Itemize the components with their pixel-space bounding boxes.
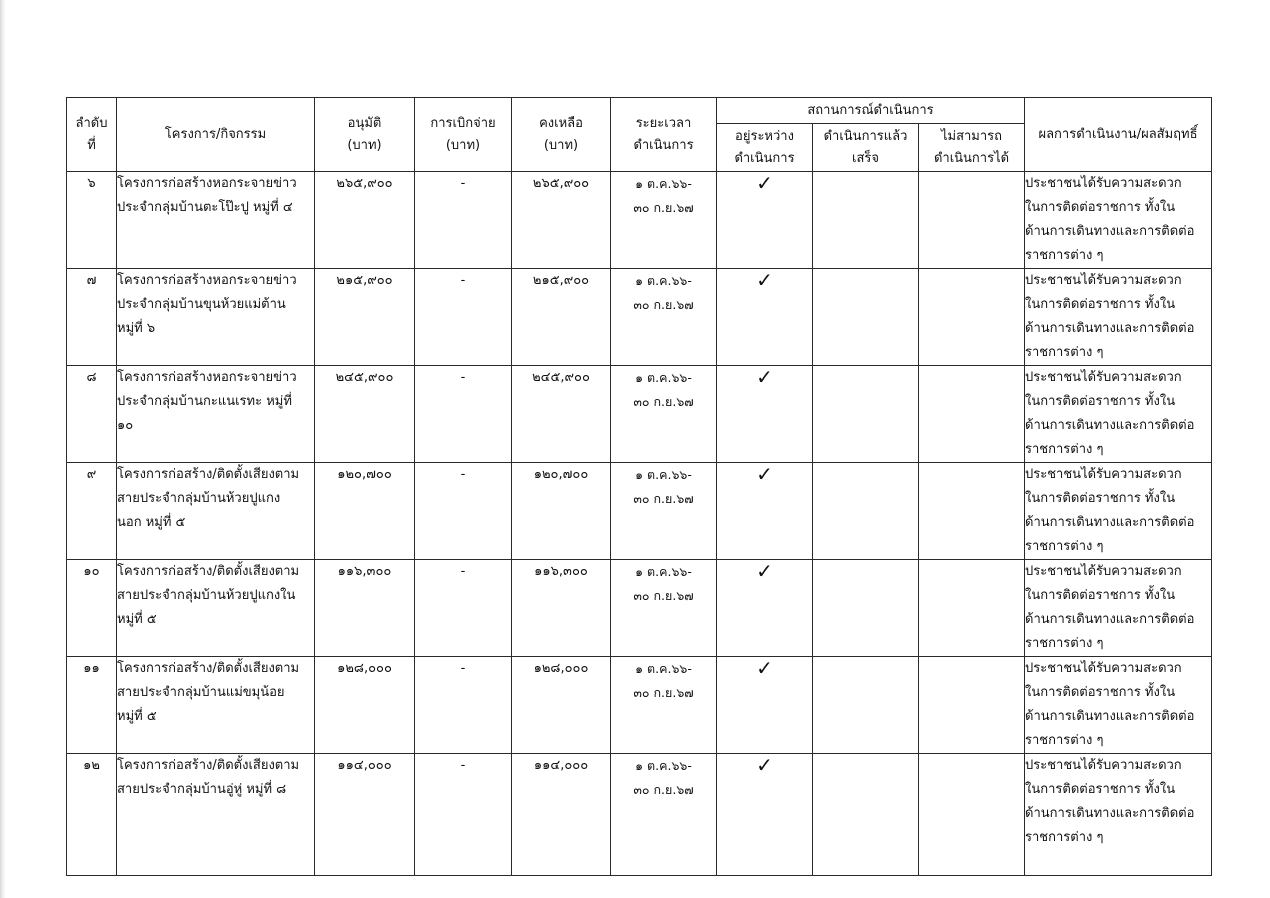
project-status-table <box>66 97 1212 876</box>
row-number: ๑๑ <box>67 657 117 754</box>
table-row <box>67 463 1212 560</box>
project-name <box>117 560 315 657</box>
checkmark-icon: ✓ <box>756 559 773 583</box>
cell-line: ๑๐ <box>117 418 134 433</box>
result-text <box>1025 269 1212 366</box>
project-name <box>117 754 315 876</box>
table-row <box>67 366 1212 463</box>
status-unable-cell <box>919 657 1025 754</box>
cell-line: ๑ ต.ค.๖๖- <box>635 564 692 579</box>
row-number: ๑๒ <box>67 754 117 876</box>
cell-line: ด้านการเดินทางและการติดต่อ <box>1025 612 1195 627</box>
row-number: ๑๐ <box>67 560 117 657</box>
checkmark-icon: ✓ <box>756 365 773 389</box>
period <box>611 754 717 876</box>
remaining-amount: ๑๒๐,๗๐๐ <box>512 463 611 560</box>
cell-line: ประชาชนได้รับความสะดวก <box>1025 370 1182 385</box>
cell-line: โครงการก่อสร้าง/ติดตั้งเสียงตาม <box>117 758 300 773</box>
cell-line: โครงการก่อสร้าง/ติดตั้งเสียงตาม <box>117 564 300 579</box>
cell-line: โครงการก่อสร้าง/ติดตั้งเสียงตาม <box>117 661 300 676</box>
status-done-cell <box>813 560 919 657</box>
result-text <box>1025 172 1212 269</box>
status-in-progress-cell <box>717 463 813 560</box>
project-name <box>117 269 315 366</box>
row-number: ๙ <box>67 463 117 560</box>
cell-line: ในการติดต่อราชการ ทั้งใน <box>1025 394 1176 409</box>
cell-line: ๓๐ ก.ย.๖๗ <box>633 491 694 506</box>
cell-line: ด้านการเดินทางและการติดต่อ <box>1025 321 1195 336</box>
cell-line: ด้านการเดินทางและการติดต่อ <box>1025 709 1195 724</box>
remaining-amount: ๒๑๕,๙๐๐ <box>512 269 611 366</box>
cell-line: ในการติดต่อราชการ ทั้งใน <box>1025 200 1176 215</box>
approved-amount: ๑๒๘,๐๐๐ <box>315 657 415 754</box>
cell-line: ๑ ต.ค.๖๖- <box>635 758 692 773</box>
approved-amount: ๒๑๕,๙๐๐ <box>315 269 415 366</box>
table-row <box>67 269 1212 366</box>
status-in-progress-cell <box>717 754 813 876</box>
header-status-group: สถานการณ์ดำเนินการ <box>717 98 1025 124</box>
cell-line: โครงการก่อสร้างหอกระจายข่าว <box>117 370 297 385</box>
approved-amount: ๒๔๕,๙๐๐ <box>315 366 415 463</box>
checkmark-icon: ✓ <box>756 462 773 486</box>
table-row <box>67 754 1212 876</box>
cell-line: ในการติดต่อราชการ ทั้งใน <box>1025 782 1176 797</box>
status-unable-cell <box>919 754 1025 876</box>
cell-line: ๓๐ ก.ย.๖๗ <box>633 394 694 409</box>
header-status-in-progress: อยู่ระหว่าง ดำเนินการ <box>717 124 813 172</box>
project-name <box>117 463 315 560</box>
cell-line: โครงการก่อสร้าง/ติดตั้งเสียงตาม <box>117 467 300 482</box>
cell-line: ในการติดต่อราชการ ทั้งใน <box>1025 588 1176 603</box>
result-text <box>1025 560 1212 657</box>
result-text <box>1025 463 1212 560</box>
remaining-amount: ๒๔๕,๙๐๐ <box>512 366 611 463</box>
disbursed-amount: - <box>415 754 512 876</box>
disbursed-amount: - <box>415 172 512 269</box>
header-status-done: ดำเนินการแล้ว เสร็จ <box>813 124 919 172</box>
status-in-progress-cell <box>717 366 813 463</box>
cell-line: ประชาชนได้รับความสะดวก <box>1025 564 1182 579</box>
cell-line: ราชการต่าง ๆ <box>1025 830 1104 845</box>
cell-line: ๓๐ ก.ย.๖๗ <box>633 200 694 215</box>
header-project: โครงการ/กิจกรรม <box>117 98 315 172</box>
project-name <box>117 657 315 754</box>
remaining-amount: ๑๒๘,๐๐๐ <box>512 657 611 754</box>
project-name <box>117 172 315 269</box>
disbursed-amount: - <box>415 463 512 560</box>
cell-line: ๑ ต.ค.๖๖- <box>635 273 692 288</box>
cell-line: ประชาชนได้รับความสะดวก <box>1025 758 1182 773</box>
disbursed-amount: - <box>415 269 512 366</box>
cell-line: หมู่ที่ ๕ <box>117 709 157 724</box>
cell-line: ราชการต่าง ๆ <box>1025 442 1104 457</box>
status-unable-cell <box>919 463 1025 560</box>
period <box>611 269 717 366</box>
status-unable-cell <box>919 560 1025 657</box>
cell-line: ๓๐ ก.ย.๖๗ <box>633 588 694 603</box>
cell-line: ประจำกลุ่มบ้านขุนห้วยแม่ต้าน <box>117 297 286 312</box>
approved-amount: ๒๖๕,๙๐๐ <box>315 172 415 269</box>
status-done-cell <box>813 172 919 269</box>
cell-line: โครงการก่อสร้างหอกระจายข่าว <box>117 176 297 191</box>
table-body <box>67 172 1212 876</box>
status-done-cell <box>813 366 919 463</box>
status-unable-cell <box>919 269 1025 366</box>
status-done-cell <box>813 463 919 560</box>
table-row <box>67 172 1212 269</box>
status-in-progress-cell <box>717 657 813 754</box>
header-status-unable: ไม่สามารถ ดำเนินการได้ <box>919 124 1025 172</box>
cell-line: ๓๐ ก.ย.๖๗ <box>633 782 694 797</box>
approved-amount: ๑๑๖,๓๐๐ <box>315 560 415 657</box>
cell-line: ๑ ต.ค.๖๖- <box>635 176 692 191</box>
project-name <box>117 366 315 463</box>
remaining-amount: ๒๖๕,๙๐๐ <box>512 172 611 269</box>
cell-line: ด้านการเดินทางและการติดต่อ <box>1025 515 1195 530</box>
row-number: ๗ <box>67 269 117 366</box>
status-in-progress-cell <box>717 269 813 366</box>
row-number: ๘ <box>67 366 117 463</box>
period <box>611 463 717 560</box>
result-text <box>1025 366 1212 463</box>
disbursed-amount: - <box>415 366 512 463</box>
header-result: ผลการดำเนินงาน/ผลสัมฤทธิ์ <box>1025 98 1212 172</box>
approved-amount: ๑๑๔,๐๐๐ <box>315 754 415 876</box>
cell-line: ๓๐ ก.ย.๖๗ <box>633 685 694 700</box>
header-no: ลำดับ ที่ <box>67 98 117 172</box>
cell-line: ๑ ต.ค.๖๖- <box>635 370 692 385</box>
cell-line: สายประจำกลุ่มบ้านห้วยปูแกงใน <box>117 588 296 603</box>
header-approved: อนุมัติ (บาท) <box>315 98 415 172</box>
cell-line: ราชการต่าง ๆ <box>1025 248 1104 263</box>
cell-line: ในการติดต่อราชการ ทั้งใน <box>1025 297 1176 312</box>
cell-line: นอก หมู่ที่ ๕ <box>117 515 186 530</box>
status-in-progress-cell <box>717 560 813 657</box>
result-text <box>1025 657 1212 754</box>
result-text <box>1025 754 1212 876</box>
disbursed-amount: - <box>415 657 512 754</box>
cell-line: โครงการก่อสร้างหอกระจายข่าว <box>117 273 297 288</box>
cell-line: ๓๐ ก.ย.๖๗ <box>633 297 694 312</box>
cell-line: ด้านการเดินทางและการติดต่อ <box>1025 224 1195 239</box>
status-in-progress-cell <box>717 172 813 269</box>
cell-line: ประจำกลุ่มบ้านตะโป๊ะปู หมู่ที่ ๔ <box>117 200 293 215</box>
status-done-cell <box>813 754 919 876</box>
cell-line: ประชาชนได้รับความสะดวก <box>1025 661 1182 676</box>
row-number: ๖ <box>67 172 117 269</box>
cell-line: สายประจำกลุ่มบ้านอู่หู่ หมู่ที่ ๘ <box>117 782 287 797</box>
checkmark-icon: ✓ <box>756 268 773 292</box>
checkmark-icon: ✓ <box>756 753 773 777</box>
cell-line: ราชการต่าง ๆ <box>1025 539 1104 554</box>
cell-line: ราชการต่าง ๆ <box>1025 636 1104 651</box>
checkmark-icon: ✓ <box>756 171 773 195</box>
table-header <box>67 98 1212 172</box>
status-done-cell <box>813 269 919 366</box>
status-unable-cell <box>919 366 1025 463</box>
cell-line: ในการติดต่อราชการ ทั้งใน <box>1025 491 1176 506</box>
table-row <box>67 560 1212 657</box>
cell-line: ราชการต่าง ๆ <box>1025 733 1104 748</box>
header-period: ระยะเวลา ดำเนินการ <box>611 98 717 172</box>
remaining-amount: ๑๑๔,๐๐๐ <box>512 754 611 876</box>
cell-line: ประชาชนได้รับความสะดวก <box>1025 273 1182 288</box>
cell-line: ราชการต่าง ๆ <box>1025 345 1104 360</box>
cell-line: ๑ ต.ค.๖๖- <box>635 661 692 676</box>
cell-line: ประชาชนได้รับความสะดวก <box>1025 176 1182 191</box>
period <box>611 366 717 463</box>
checkmark-icon: ✓ <box>756 656 773 680</box>
cell-line: ด้านการเดินทางและการติดต่อ <box>1025 806 1195 821</box>
cell-line: สายประจำกลุ่มบ้านแม่ขมุน้อย <box>117 685 285 700</box>
status-unable-cell <box>919 172 1025 269</box>
status-done-cell <box>813 657 919 754</box>
cell-line: ในการติดต่อราชการ ทั้งใน <box>1025 685 1176 700</box>
period <box>611 560 717 657</box>
cell-line: ๑ ต.ค.๖๖- <box>635 467 692 482</box>
table-row <box>67 657 1212 754</box>
header-disbursed: การเบิกจ่าย (บาท) <box>415 98 512 172</box>
cell-line: หมู่ที่ ๕ <box>117 612 157 627</box>
disbursed-amount: - <box>415 560 512 657</box>
approved-amount: ๑๒๐,๗๐๐ <box>315 463 415 560</box>
cell-line: ด้านการเดินทางและการติดต่อ <box>1025 418 1195 433</box>
header-remaining: คงเหลือ (บาท) <box>512 98 611 172</box>
cell-line: สายประจำกลุ่มบ้านห้วยปูแกง <box>117 491 281 506</box>
scan-edge-shadow <box>0 0 6 898</box>
remaining-amount: ๑๑๖,๓๐๐ <box>512 560 611 657</box>
cell-line: ประชาชนได้รับความสะดวก <box>1025 467 1182 482</box>
cell-line: หมู่ที่ ๖ <box>117 321 156 336</box>
period <box>611 172 717 269</box>
period <box>611 657 717 754</box>
cell-line: ประจำกลุ่มบ้านกะแนเรทะ หมู่ที่ <box>117 394 292 409</box>
